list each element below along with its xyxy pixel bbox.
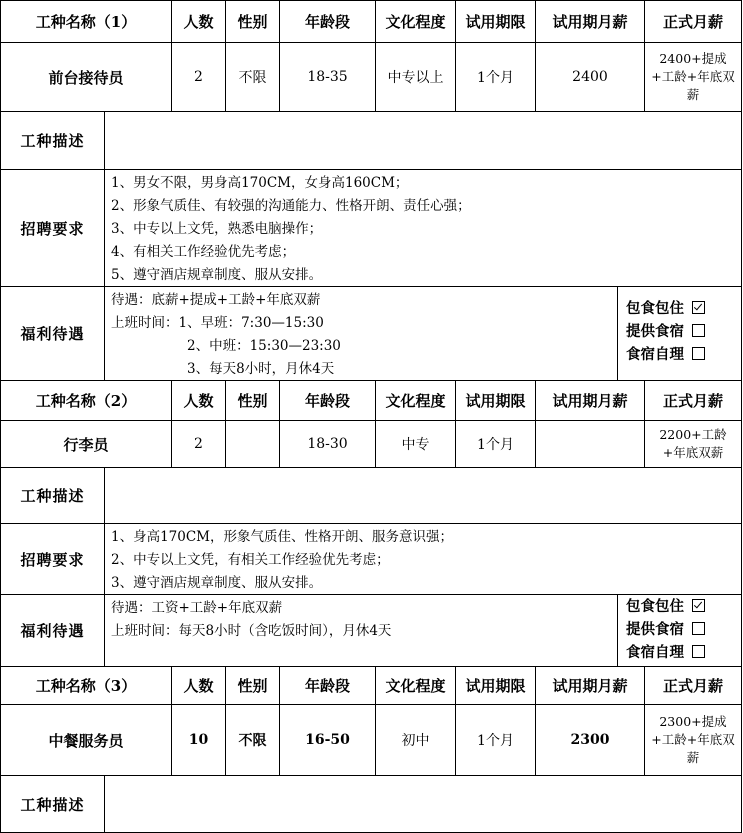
pos1-probation: 1个月 bbox=[456, 43, 536, 112]
pos1-benefit-line: 3、每天8小时，月休4天 bbox=[187, 361, 335, 377]
checkbox-icon[interactable] bbox=[692, 645, 705, 658]
checked-box-icon[interactable] bbox=[692, 301, 705, 314]
pos1-desc-text bbox=[105, 112, 742, 170]
pos3-header-row bbox=[0, 667, 743, 705]
pos2-benefits-row bbox=[0, 595, 743, 667]
pos1-option-self-arranged[interactable]: 食宿自理 bbox=[626, 343, 705, 366]
pos3-value-row bbox=[0, 705, 743, 776]
pos1-benefits-row bbox=[0, 287, 743, 381]
formal-salary-header: 正式月薪 bbox=[645, 667, 742, 705]
pos1-benefit-line: 上班时间：1、早班：7:30—15:30 bbox=[111, 315, 324, 331]
probation-header: 试用期限 bbox=[456, 667, 536, 705]
checked-box-icon[interactable] bbox=[692, 599, 705, 612]
pos2-benefits-text bbox=[105, 595, 618, 667]
pos1-title: 工种名称（1） bbox=[0, 0, 172, 43]
education-header: 文化程度 bbox=[376, 667, 456, 705]
pos2-name: 行李员 bbox=[0, 421, 172, 468]
pos1-req-line: 3、中专以上文凭，熟悉电脑操作； bbox=[111, 221, 323, 237]
pos3-gender: 不限 bbox=[226, 705, 280, 776]
pos1-name: 前台接待员 bbox=[0, 43, 172, 112]
pos2-value-row bbox=[0, 421, 743, 468]
formal-salary-header: 正式月薪 bbox=[645, 381, 742, 421]
pos2-benefit-line: 待遇：工资+工龄+年底双薪 bbox=[111, 600, 283, 616]
pos2-option-room-board[interactable]: 包食包住 bbox=[626, 595, 705, 618]
pos3-formal-salary: 2300+提成+工龄+年底双薪 bbox=[645, 705, 742, 776]
pos1-value-row bbox=[0, 43, 743, 112]
age-header: 年龄段 bbox=[280, 667, 376, 705]
pos1-desc-label: 工种描述 bbox=[0, 112, 105, 170]
formal-salary-header: 正式月薪 bbox=[645, 0, 742, 43]
pos2-formal-salary: 2200+工龄+年底双薪 bbox=[645, 421, 742, 468]
pos1-benefit-line: 2、中班：15:30—23:30 bbox=[187, 338, 341, 354]
age-header: 年龄段 bbox=[280, 0, 376, 43]
pos1-req-line: 4、有相关工作经验优先考虑； bbox=[111, 244, 296, 260]
pos1-req-label: 招聘要求 bbox=[0, 170, 105, 287]
pos1-gender: 不限 bbox=[226, 43, 280, 112]
pos3-probation-salary: 2300 bbox=[536, 705, 645, 776]
pos2-benefit-options bbox=[618, 595, 742, 667]
checkbox-icon[interactable] bbox=[692, 347, 705, 360]
pos2-req-line: 2、中专以上文凭，有相关工作经验优先考虑； bbox=[111, 552, 390, 568]
pos1-benefit-line: 待遇：底薪+提成+工龄+年底双薪 bbox=[111, 292, 321, 308]
pos1-req-line: 5、遵守酒店规章制度、服从安排。 bbox=[111, 267, 323, 283]
pos2-option-self-arranged[interactable]: 食宿自理 bbox=[626, 641, 705, 664]
pos2-education: 中专 bbox=[376, 421, 456, 468]
probation-header: 试用期限 bbox=[456, 0, 536, 43]
pos2-req-line: 1、身高170CM，形象气质佳、性格开朗、服务意识强； bbox=[111, 529, 454, 545]
pos1-header-row bbox=[0, 0, 743, 43]
pos2-gender bbox=[226, 421, 280, 468]
pos2-benefits-label: 福利待遇 bbox=[0, 595, 105, 667]
gender-header: 性别 bbox=[226, 667, 280, 705]
pos1-age: 18-35 bbox=[280, 43, 376, 112]
pos3-headcount: 10 bbox=[172, 705, 226, 776]
pos1-req-text bbox=[105, 170, 742, 287]
probation-salary-header: 试用期月薪 bbox=[536, 381, 645, 421]
age-header: 年龄段 bbox=[280, 381, 376, 421]
education-header: 文化程度 bbox=[376, 0, 456, 43]
pos1-req-row bbox=[0, 170, 743, 287]
pos3-title: 工种名称（3） bbox=[0, 667, 172, 705]
pos2-probation-salary bbox=[536, 421, 645, 468]
pos2-benefit-line: 上班时间：每天8小时（含吃饭时间），月休4天 bbox=[111, 623, 392, 639]
pos3-age: 16-50 bbox=[280, 705, 376, 776]
pos3-education: 初中 bbox=[376, 705, 456, 776]
checkbox-icon[interactable] bbox=[692, 324, 705, 337]
pos2-desc-text bbox=[105, 468, 742, 524]
pos1-option-meals-lodging[interactable]: 提供食宿 bbox=[626, 320, 705, 343]
pos1-benefits-text bbox=[105, 287, 618, 381]
probation-salary-header: 试用期月薪 bbox=[536, 0, 645, 43]
pos1-headcount: 2 bbox=[172, 43, 226, 112]
gender-header: 性别 bbox=[226, 0, 280, 43]
pos1-option-room-board[interactable]: 包食包住 bbox=[626, 297, 705, 320]
pos2-req-row bbox=[0, 524, 743, 595]
pos1-req-line: 2、形象气质佳、有较强的沟通能力、性格开朗、责任心强； bbox=[111, 198, 471, 214]
pos3-probation: 1个月 bbox=[456, 705, 536, 776]
pos2-headcount: 2 bbox=[172, 421, 226, 468]
gender-header: 性别 bbox=[226, 381, 280, 421]
pos2-title: 工种名称（2） bbox=[0, 381, 172, 421]
pos3-desc-row bbox=[0, 776, 743, 833]
pos1-desc-row bbox=[0, 112, 743, 170]
pos2-option-meals-lodging[interactable]: 提供食宿 bbox=[626, 618, 705, 641]
pos1-req-line: 1、男女不限，男身高170CM，女身高160CM； bbox=[111, 175, 409, 191]
pos1-probation-salary: 2400 bbox=[536, 43, 645, 112]
checkbox-icon[interactable] bbox=[692, 622, 705, 635]
headcount-header: 人数 bbox=[172, 667, 226, 705]
pos1-benefits-label: 福利待遇 bbox=[0, 287, 105, 381]
pos2-age: 18-30 bbox=[280, 421, 376, 468]
pos3-name: 中餐服务员 bbox=[0, 705, 172, 776]
probation-salary-header: 试用期月薪 bbox=[536, 667, 645, 705]
pos2-req-label: 招聘要求 bbox=[0, 524, 105, 595]
pos2-req-line: 3、遵守酒店规章制度、服从安排。 bbox=[111, 575, 323, 591]
headcount-header: 人数 bbox=[172, 0, 226, 43]
pos1-benefit-options bbox=[618, 287, 742, 381]
pos1-formal-salary: 2400+提成+工龄+年底双薪 bbox=[645, 43, 742, 112]
pos2-desc-label: 工种描述 bbox=[0, 468, 105, 524]
pos2-req-text bbox=[105, 524, 742, 595]
pos1-education: 中专以上 bbox=[376, 43, 456, 112]
pos3-desc-label: 工种描述 bbox=[0, 776, 105, 833]
probation-header: 试用期限 bbox=[456, 381, 536, 421]
pos2-header-row bbox=[0, 381, 743, 421]
education-header: 文化程度 bbox=[376, 381, 456, 421]
pos3-desc-text bbox=[105, 776, 742, 833]
headcount-header: 人数 bbox=[172, 381, 226, 421]
pos2-desc-row bbox=[0, 468, 743, 524]
pos2-probation: 1个月 bbox=[456, 421, 536, 468]
